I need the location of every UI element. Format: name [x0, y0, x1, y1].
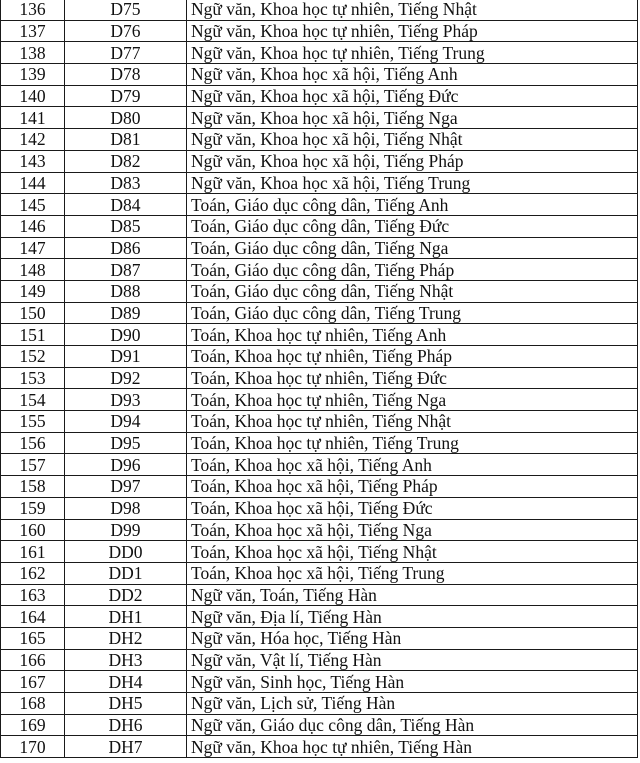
subjects-cell: Ngữ văn, Khoa học xã hội, Tiếng Anh: [187, 64, 638, 86]
subjects-cell: Ngữ văn, Vật lí, Tiếng Hàn: [187, 649, 638, 671]
combination-code-cell: D99: [65, 519, 187, 541]
row-number-cell: 144: [1, 172, 65, 194]
row-number-cell: 146: [1, 215, 65, 237]
subjects-cell: Ngữ văn, Giáo dục công dân, Tiếng Hàn: [187, 714, 638, 736]
row-number-cell: 139: [1, 64, 65, 86]
table-row: [1, 129, 638, 151]
table-row: [1, 20, 638, 42]
row-number-cell: 162: [1, 562, 65, 584]
table-row: [1, 454, 638, 476]
table-row: [1, 432, 638, 454]
row-number-cell: 145: [1, 194, 65, 216]
subjects-cell: Toán, Giáo dục công dân, Tiếng Đức: [187, 215, 638, 237]
combination-code-cell: DH2: [65, 627, 187, 649]
table-row: [1, 107, 638, 129]
subjects-cell: Ngữ văn, Khoa học tự nhiên, Tiếng Hàn: [187, 736, 638, 758]
subjects-cell: Toán, Giáo dục công dân, Tiếng Trung: [187, 302, 638, 324]
table-row: [1, 562, 638, 584]
combination-code-cell: D82: [65, 150, 187, 172]
subjects-cell: Ngữ văn, Khoa học tự nhiên, Tiếng Nhật: [187, 0, 638, 20]
subjects-cell: Ngữ văn, Khoa học xã hội, Tiếng Pháp: [187, 150, 638, 172]
table-row: [1, 324, 638, 346]
combination-code-cell: DD0: [65, 541, 187, 563]
table-row: [1, 476, 638, 498]
row-number-cell: 169: [1, 714, 65, 736]
combination-code-cell: D96: [65, 454, 187, 476]
combination-code-cell: DH6: [65, 714, 187, 736]
combination-code-cell: D91: [65, 346, 187, 368]
subjects-cell: Ngữ văn, Toán, Tiếng Hàn: [187, 584, 638, 606]
row-number-cell: 154: [1, 389, 65, 411]
table-row: [1, 85, 638, 107]
table-row: [1, 280, 638, 302]
table-row: [1, 411, 638, 433]
subjects-cell: Toán, Giáo dục công dân, Tiếng Anh: [187, 194, 638, 216]
table-row: [1, 649, 638, 671]
combination-code-cell: DH3: [65, 649, 187, 671]
table-row: [1, 194, 638, 216]
row-number-cell: 143: [1, 150, 65, 172]
subjects-cell: Ngữ văn, Địa lí, Tiếng Hàn: [187, 606, 638, 628]
subjects-cell: Toán, Khoa học xã hội, Tiếng Đức: [187, 497, 638, 519]
table-row: [1, 627, 638, 649]
table-row: [1, 150, 638, 172]
table-row: [1, 519, 638, 541]
row-number-cell: 149: [1, 280, 65, 302]
table-row: [1, 172, 638, 194]
table-row: [1, 714, 638, 736]
combination-code-cell: D83: [65, 172, 187, 194]
row-number-cell: 161: [1, 541, 65, 563]
subjects-cell: Toán, Khoa học tự nhiên, Tiếng Anh: [187, 324, 638, 346]
row-number-cell: 170: [1, 736, 65, 758]
combination-code-cell: D85: [65, 215, 187, 237]
table-row: [1, 367, 638, 389]
table-row: [1, 215, 638, 237]
combination-code-cell: D78: [65, 64, 187, 86]
subjects-cell: Ngữ văn, Hóa học, Tiếng Hàn: [187, 627, 638, 649]
subjects-cell: Toán, Khoa học xã hội, Tiếng Nhật: [187, 541, 638, 563]
row-number-cell: 142: [1, 129, 65, 151]
row-number-cell: 164: [1, 606, 65, 628]
row-number-cell: 156: [1, 432, 65, 454]
subjects-cell: Toán, Giáo dục công dân, Tiếng Nhật: [187, 280, 638, 302]
table-row: [1, 584, 638, 606]
subjects-cell: Ngữ văn, Khoa học tự nhiên, Tiếng Pháp: [187, 20, 638, 42]
row-number-cell: 136: [1, 0, 65, 20]
combination-code-cell: D77: [65, 42, 187, 64]
table-row: [1, 736, 638, 758]
combination-code-cell: D81: [65, 129, 187, 151]
table-row: [1, 302, 638, 324]
combination-code-cell: D90: [65, 324, 187, 346]
row-number-cell: 159: [1, 497, 65, 519]
subjects-cell: Ngữ văn, Sinh học, Tiếng Hàn: [187, 671, 638, 693]
table-row: [1, 606, 638, 628]
combination-code-cell: D92: [65, 367, 187, 389]
table-row: [1, 237, 638, 259]
combination-code-cell: DD1: [65, 562, 187, 584]
subjects-cell: Ngữ văn, Khoa học xã hội, Tiếng Nga: [187, 107, 638, 129]
combination-code-cell: D94: [65, 411, 187, 433]
table-row: [1, 346, 638, 368]
table-body: [1, 0, 638, 758]
row-number-cell: 168: [1, 693, 65, 715]
combination-code-cell: D95: [65, 432, 187, 454]
subjects-cell: Toán, Giáo dục công dân, Tiếng Pháp: [187, 259, 638, 281]
row-number-cell: 148: [1, 259, 65, 281]
subjects-cell: Toán, Khoa học tự nhiên, Tiếng Nhật: [187, 411, 638, 433]
combination-code-cell: D84: [65, 194, 187, 216]
subjects-cell: Ngữ văn, Khoa học xã hội, Tiếng Trung: [187, 172, 638, 194]
subjects-cell: Toán, Khoa học tự nhiên, Tiếng Nga: [187, 389, 638, 411]
row-number-cell: 160: [1, 519, 65, 541]
bottom-edge-fade: [0, 759, 640, 763]
table-row: [1, 42, 638, 64]
table-row: [1, 0, 638, 20]
combination-code-cell: D98: [65, 497, 187, 519]
row-number-cell: 137: [1, 20, 65, 42]
combination-code-cell: D79: [65, 85, 187, 107]
row-number-cell: 140: [1, 85, 65, 107]
combination-code-cell: DD2: [65, 584, 187, 606]
row-number-cell: 150: [1, 302, 65, 324]
combination-code-cell: D93: [65, 389, 187, 411]
combination-code-cell: D76: [65, 20, 187, 42]
table-row: [1, 541, 638, 563]
row-number-cell: 155: [1, 411, 65, 433]
table-row: [1, 259, 638, 281]
row-number-cell: 158: [1, 476, 65, 498]
combination-code-cell: D86: [65, 237, 187, 259]
subjects-cell: Toán, Khoa học xã hội, Tiếng Anh: [187, 454, 638, 476]
row-number-cell: 165: [1, 627, 65, 649]
subjects-cell: Toán, Khoa học xã hội, Tiếng Pháp: [187, 476, 638, 498]
subjects-cell: Toán, Khoa học tự nhiên, Tiếng Trung: [187, 432, 638, 454]
row-number-cell: 147: [1, 237, 65, 259]
row-number-cell: 141: [1, 107, 65, 129]
subjects-cell: Ngữ văn, Khoa học xã hội, Tiếng Đức: [187, 85, 638, 107]
subjects-cell: Ngữ văn, Lịch sử, Tiếng Hàn: [187, 693, 638, 715]
combination-code-cell: DH4: [65, 671, 187, 693]
row-number-cell: 151: [1, 324, 65, 346]
table-row: [1, 389, 638, 411]
subjects-cell: Ngữ văn, Khoa học xã hội, Tiếng Nhật: [187, 129, 638, 151]
combination-code-cell: DH5: [65, 693, 187, 715]
row-number-cell: 138: [1, 42, 65, 64]
combination-code-cell: D88: [65, 280, 187, 302]
combination-code-cell: D87: [65, 259, 187, 281]
subjects-cell: Toán, Khoa học tự nhiên, Tiếng Đức: [187, 367, 638, 389]
row-number-cell: 153: [1, 367, 65, 389]
combination-code-cell: DH1: [65, 606, 187, 628]
table-row: [1, 671, 638, 693]
subjects-cell: Ngữ văn, Khoa học tự nhiên, Tiếng Trung: [187, 42, 638, 64]
table-row: [1, 693, 638, 715]
subjects-cell: Toán, Khoa học xã hội, Tiếng Nga: [187, 519, 638, 541]
subjects-cell: Toán, Khoa học xã hội, Tiếng Trung: [187, 562, 638, 584]
row-number-cell: 167: [1, 671, 65, 693]
combination-code-cell: D80: [65, 107, 187, 129]
combination-code-cell: D97: [65, 476, 187, 498]
row-number-cell: 157: [1, 454, 65, 476]
row-number-cell: 152: [1, 346, 65, 368]
table-row: [1, 64, 638, 86]
subjects-cell: Toán, Khoa học tự nhiên, Tiếng Pháp: [187, 346, 638, 368]
table-row: [1, 497, 638, 519]
combination-code-cell: DH7: [65, 736, 187, 758]
row-number-cell: 163: [1, 584, 65, 606]
combination-code-cell: D75: [65, 0, 187, 20]
row-number-cell: 166: [1, 649, 65, 671]
combination-code-cell: D89: [65, 302, 187, 324]
subjects-cell: Toán, Giáo dục công dân, Tiếng Nga: [187, 237, 638, 259]
